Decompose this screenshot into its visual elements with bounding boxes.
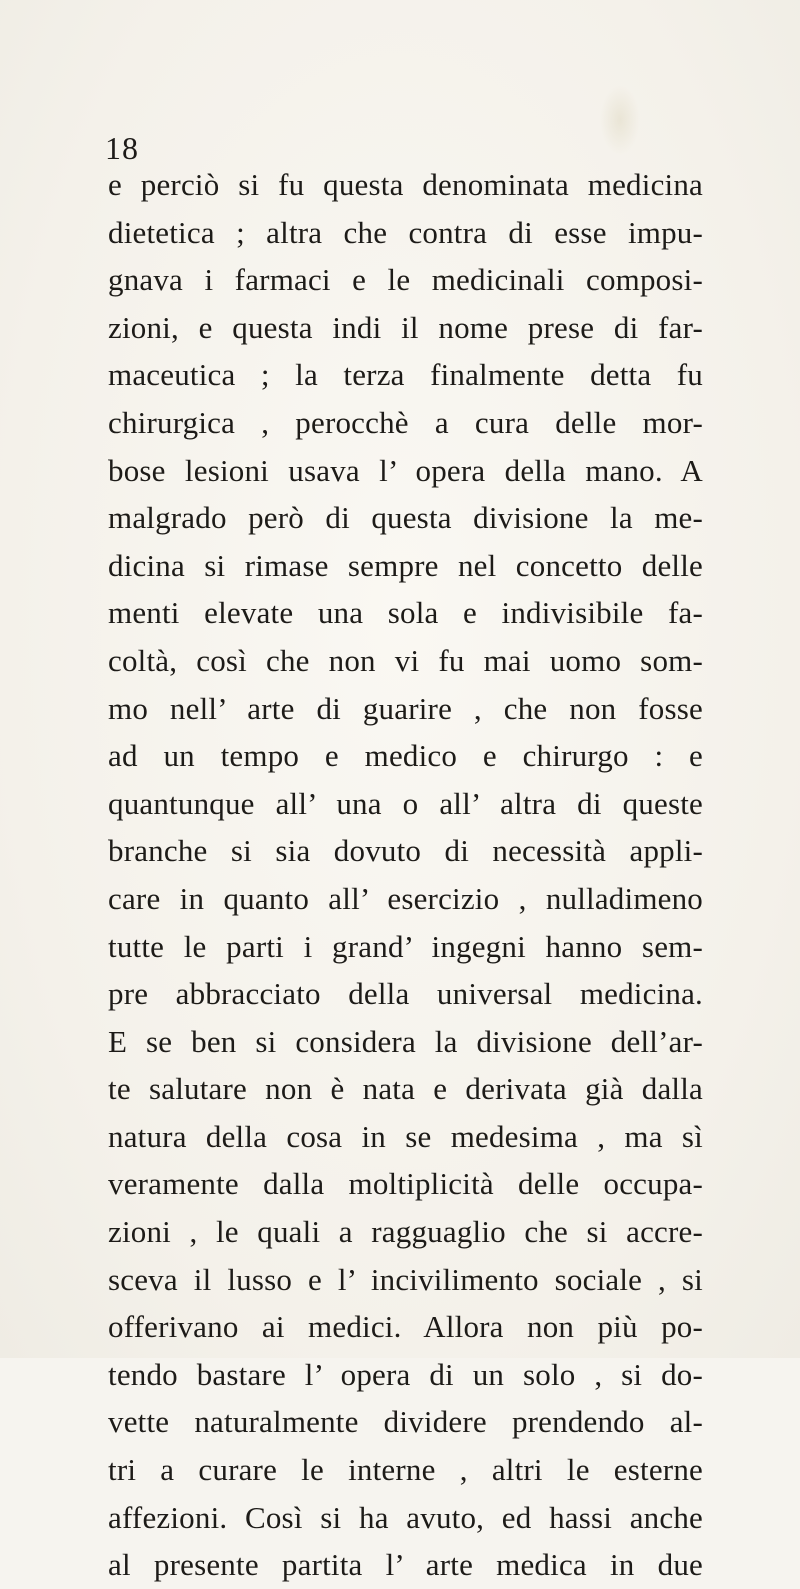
text-line: tutte le parti i grand’ ingegni hanno sem- [108,928,703,964]
text-line: branche si sia dovuto di necessità appli- [108,833,703,869]
text-line: al presente partita l’ arte medica in due [108,1547,703,1583]
text-line: mo nell’ arte di guarire , che non fosse [108,690,703,726]
text-line: gnava i farmaci e le medicinali composi- [108,262,703,298]
text-line: affezioni. Così si ha avuto, ed hassi anche [108,1499,703,1535]
text-line: sceva il lusso e l’ incivilimento sociale , si [108,1261,703,1297]
body-text [108,161,703,1589]
text-line: pre abbracciato della universal medicina. [108,976,703,1012]
page-number: 18 [105,130,139,166]
text-line: tri a curare le interne , altri le esterne [108,1452,703,1488]
text-line: care in quanto all’ esercizio , nulladimeno [108,880,703,916]
text-line: e perciò si fu questa denominata medicina [108,167,703,202]
text-line: veramente dalla moltiplicità delle occupa- [108,1166,703,1202]
text-line: offerivano ai medici. Allora non più po- [108,1309,703,1345]
text-line: maceutica ; la terza finalmente detta fu [108,357,703,393]
text-line: chirurgica , perocchè a cura delle mor- [108,404,703,440]
text-line: bose lesioni usava l’ opera della mano. A [108,452,703,488]
text-line: dicina si rimase sempre nel concetto delle [108,547,703,583]
text-line: coltà, così che non vi fu mai uomo som- [108,642,703,678]
text-line: menti elevate una sola e indivisibile fa- [108,595,703,631]
text-line: natura della cosa in se medesima , ma sì [108,1118,703,1154]
text-line: ad un tempo e medico e chirurgo : e [108,738,703,774]
text-line: malgrado però di questa divisione la me- [108,500,703,536]
text-line: te salutare non è nata e derivata già dalla [108,1071,703,1107]
text-line: zioni , le quali a ragguaglio che si accre- [108,1214,703,1250]
paper-stain [600,85,640,155]
text-line: vette naturalmente dividere prendendo al- [108,1404,703,1440]
text-line: quantunque all’ una o all’ altra di queste [108,785,703,821]
text-line: dietetica ; altra che contra di esse impu- [108,214,703,250]
text-line: zioni, e questa indi il nome prese di far- [108,309,703,345]
text-line: E se ben si considera la divisione dell’ar- [108,1023,703,1059]
text-line: tendo bastare l’ opera di un solo , si do- [108,1356,703,1392]
